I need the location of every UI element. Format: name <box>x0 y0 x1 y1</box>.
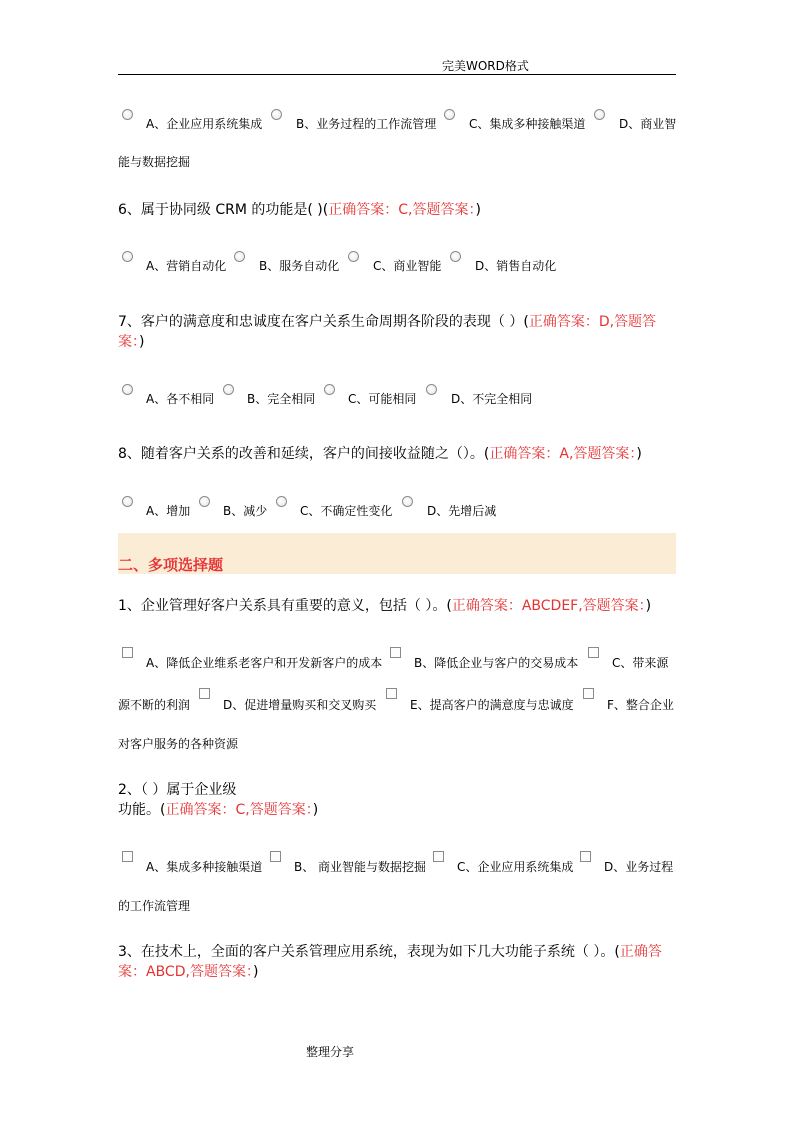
q8-option-d-radio[interactable] <box>402 496 413 507</box>
page-footer: 整理分享 <box>306 1045 355 1059</box>
m2-option-b-label: B、 商业智能与数据挖掘 <box>294 860 427 874</box>
m1-option-a-checkbox[interactable] <box>122 647 133 658</box>
q5-option-b-radio[interactable] <box>271 109 282 120</box>
q7-option-b-radio[interactable] <box>223 384 234 395</box>
q8-option-b-radio[interactable] <box>199 496 210 507</box>
question-6-close: ) <box>475 202 481 218</box>
m2-option-b-checkbox[interactable] <box>270 851 281 862</box>
m1-option-f-label: F、整合企业 <box>607 698 674 712</box>
multi-question-2-answer: 正确答案：C,答题答案： <box>165 802 313 818</box>
q6-option-b-radio[interactable] <box>234 251 245 262</box>
m2-option-c-checkbox[interactable] <box>433 851 444 862</box>
q6-option-b-label: B、服务自动化 <box>259 259 340 273</box>
q5-option-d-radio[interactable] <box>594 109 605 120</box>
m1-option-b-checkbox[interactable] <box>390 647 401 658</box>
m1-option-c-label: C、带来源 <box>612 656 669 670</box>
header-rule <box>118 74 676 75</box>
m1-option-c-label-cont: 源不断的利润 <box>118 698 191 712</box>
multi-question-1 <box>118 596 678 616</box>
q8-option-c-radio[interactable] <box>276 496 287 507</box>
question-8-close: ) <box>636 446 642 462</box>
q7-option-c-radio[interactable] <box>324 384 335 395</box>
q6-option-d-label: D、销售自动化 <box>475 259 557 273</box>
question-6 <box>118 200 678 220</box>
multi-question-2-close: ) <box>312 802 319 818</box>
multi-question-2-text: 2、（ ）属于企业级 <box>118 782 237 798</box>
multi-question-3-answer: 正确答 <box>619 944 662 960</box>
question-6-text: 6、属于协同级 CRM 的功能是( )( <box>118 202 329 218</box>
q8-option-c-label: C、不确定性变化 <box>300 504 393 518</box>
q8-option-a-radio[interactable] <box>122 496 133 507</box>
question-8-text: 8、随着客户关系的改善和延续，客户的间接收益随之（）。( <box>118 446 490 462</box>
multi-question-3-text: 3、在技术上，全面的客户关系管理应用系统，表现为如下几大功能子系统（ ）。( <box>118 944 620 960</box>
q5-option-a-radio[interactable] <box>122 109 133 120</box>
m2-option-c-label: C、企业应用系统集成 <box>457 860 574 874</box>
question-6-answer: 正确答案：C,答题答案： <box>328 202 476 218</box>
q7-option-b-label: B、完全相同 <box>247 392 316 406</box>
m2-option-d-label: D、业务过程 <box>604 860 674 874</box>
q6-option-a-radio[interactable] <box>122 251 133 262</box>
q6-option-c-label: C、商业智能 <box>373 259 442 273</box>
question-7-close: ) <box>139 334 145 350</box>
q6-option-c-radio[interactable] <box>348 251 359 262</box>
q6-option-a-label: A、营销自动化 <box>146 259 227 273</box>
q5-option-b-label: B、业务过程的工作流管理 <box>296 117 437 131</box>
q7-option-d-radio[interactable] <box>426 384 437 395</box>
m1-option-f-checkbox[interactable] <box>583 688 594 699</box>
m1-option-d-label: D、促进增量购买和交叉购买 <box>223 698 377 712</box>
q5-option-d-label: D、商业智 <box>619 117 677 131</box>
m1-option-d-checkbox[interactable] <box>199 688 210 699</box>
multi-question-1-close: ) <box>645 598 652 614</box>
m1-option-f-label-cont: 对客户服务的各种资源 <box>118 737 239 751</box>
q8-option-b-label: B、减少 <box>223 504 268 518</box>
m1-option-e-label: E、提高客户的满意度与忠诚度 <box>410 698 574 712</box>
multi-question-3-close: ) <box>252 964 259 980</box>
m1-option-e-checkbox[interactable] <box>386 688 397 699</box>
multi-question-3-answer-cont: 案：ABCD,答题答案： <box>118 964 253 980</box>
q5-option-d-label-cont: 能与数据挖掘 <box>118 155 191 169</box>
q5-option-c-radio[interactable] <box>444 109 455 120</box>
page-header-title: 完美WORD格式 <box>442 59 529 73</box>
q8-option-d-label: D、先增后减 <box>427 504 497 518</box>
m2-option-d-label-cont: 的工作流管理 <box>118 899 191 913</box>
question-8 <box>118 444 678 464</box>
q5-option-a-label: A、企业应用系统集成 <box>146 117 263 131</box>
section-2-title: 二、多项选择题 <box>118 556 224 574</box>
question-7 <box>118 312 678 352</box>
question-7-text: 7、客户的满意度和忠诚度在客户关系生命周期各阶段的表现（ ）( <box>118 314 529 330</box>
q7-option-c-label: C、可能相同 <box>348 392 417 406</box>
m1-option-b-label: B、降低企业与客户的交易成本 <box>414 656 579 670</box>
q7-option-a-radio[interactable] <box>122 384 133 395</box>
q7-option-d-label: D、不完全相同 <box>451 392 533 406</box>
q8-option-a-label: A、增加 <box>146 504 191 518</box>
m1-option-a-label: A、降低企业维系老客户和开发新客户的成本 <box>146 656 383 670</box>
multi-question-1-answer: 正确答案：ABCDEF,答题答案： <box>451 598 646 614</box>
m2-option-d-checkbox[interactable] <box>580 851 591 862</box>
q7-option-a-label: A、各不相同 <box>146 392 215 406</box>
m2-option-a-checkbox[interactable] <box>122 851 133 862</box>
question-8-answer: 正确答案：A,答题答案： <box>489 446 637 462</box>
question-7-answer: 正确答案：D,答题答 <box>528 314 657 330</box>
m1-option-c-checkbox[interactable] <box>588 647 599 658</box>
multi-question-3 <box>118 942 678 982</box>
multi-question-2 <box>118 780 678 820</box>
multi-question-1-text: 1、企业管理好客户关系具有重要的意义，包括（ ）。( <box>118 598 452 614</box>
multi-question-2-text-cont: 功能。( <box>118 802 166 818</box>
q5-option-c-label: C、集成多种接触渠道 <box>469 117 586 131</box>
q6-option-d-radio[interactable] <box>450 251 461 262</box>
question-7-answer-cont: 案： <box>118 334 139 350</box>
m2-option-a-label: A、集成多种接触渠道 <box>146 860 263 874</box>
